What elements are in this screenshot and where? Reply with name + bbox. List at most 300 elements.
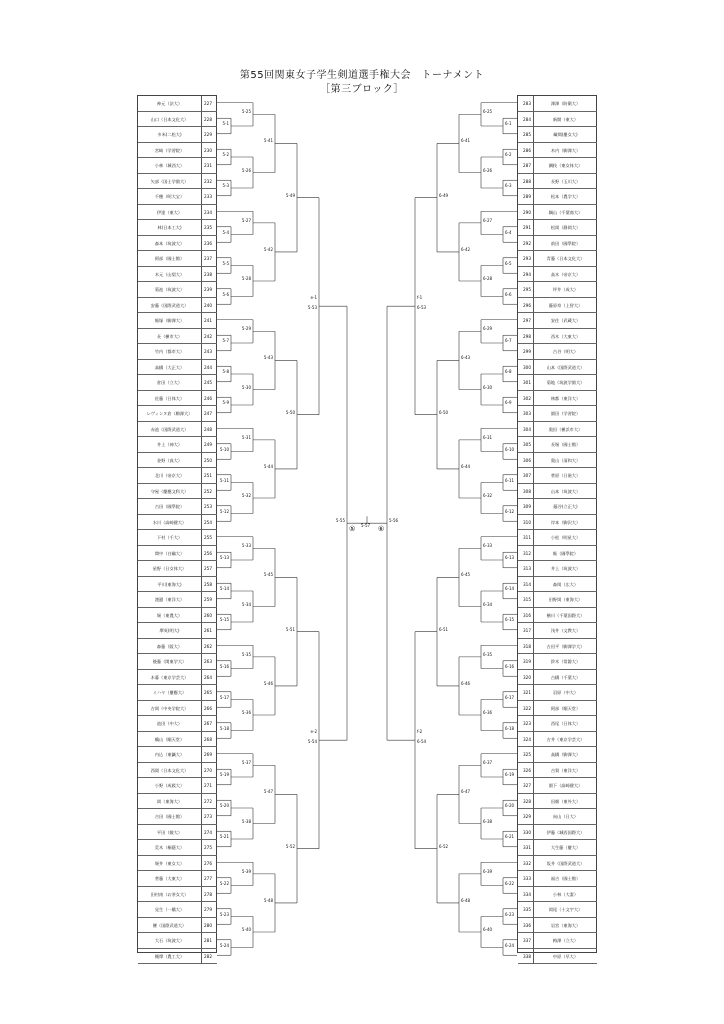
entry-name: 水川（高崎健大） [138,515,201,531]
match-label: 5-34 [241,601,251,607]
match-label: 5-16 [219,663,229,669]
entry-name: 林都（東洋大） [534,391,597,407]
block-circle-number: ⑥ [378,525,385,534]
entry-name: 安住（武蔵大） [534,313,597,329]
entry-name: 大生藤（慶大） [534,840,597,856]
match-label: 5-56 [389,518,399,524]
match-label: 6-40 [483,927,493,932]
match-label: 6-3 [505,183,512,188]
entry-name: 菅原（日歯大） [534,468,597,484]
entry-name: 岩宮（東海大） [534,918,597,934]
match-label: 5-32 [241,493,251,498]
entry-number: 286 [518,143,534,159]
match-label: 6-16 [505,663,515,669]
match-label: 5-18 [219,725,229,731]
match-label: 5-45 [263,572,273,578]
match-label: 6-26 [483,167,493,173]
entry-name: 奥山（清和大） [534,453,597,469]
match-label: 5-26 [241,167,251,173]
entry-number: 247 [201,406,217,422]
entry-name: 森本（筑波大） [138,236,201,252]
match-label: 5-47 [263,789,273,795]
match-label: 5-50 [285,409,295,415]
entry-number: 288 [518,174,534,190]
entry-number: 278 [201,887,217,903]
entry-number: 304 [518,422,534,438]
match-label: 6-28 [483,276,493,281]
match-label: 6-50 [439,409,449,415]
entry-name: 守屋（慶應文科大） [138,484,201,500]
entry-number: 307 [518,468,534,484]
match-label: 5-3 [222,183,229,188]
match-label: 5-7 [222,338,229,343]
match-label: 5-5 [222,260,229,266]
entry-name: 向山（日大） [534,809,597,825]
match-label: 5-53 [307,305,317,311]
entry-number: 252 [201,484,217,500]
entry-number: 246 [201,391,217,407]
entry-number: 303 [518,406,534,422]
entry-number: 297 [518,313,534,329]
entry-name: 腰（国際武道大） [138,918,201,934]
entry-number: 275 [201,840,217,856]
match-label: 6-30 [483,384,493,390]
entry-name: 羽原（中大） [534,685,597,701]
entry-number: 251 [201,468,217,484]
match-label: 6-11 [505,477,515,483]
entry-number: 227 [201,96,217,112]
entry-name: 荒木（桐蔭大） [138,840,201,856]
match-label: 6-29 [483,326,493,332]
match-label: 5-20 [219,803,229,808]
entry-number: 269 [201,747,217,763]
entry-number: 274 [201,825,217,841]
entry-number: 316 [518,608,534,624]
match-label: f-1 [417,295,423,301]
entry-number: 229 [201,127,217,143]
entry-name: 高橋（大正大） [138,360,201,376]
match-label: 6-25 [483,109,493,115]
entry-name: 金野（真大） [138,453,201,469]
match-label: 6-54 [417,739,427,745]
match-label: 6-48 [461,897,471,903]
entry-number: 245 [201,375,217,391]
entry-name: 後藤（関東学大） [138,654,201,670]
entry-number: 258 [201,577,217,593]
match-label: 6-15 [505,617,515,622]
entry-number: 265 [201,685,217,701]
entry-name: 古谷（明大） [534,344,597,360]
match-label: 6-21 [505,834,515,839]
entry-name: 長（横市大） [138,329,201,345]
entry-number: 268 [201,732,217,748]
match-label: 6-8 [505,369,512,374]
entry-name: 伊達（東大） [138,205,201,221]
entry-number: 276 [201,856,217,872]
entry-name: 赤池（国際武道大） [138,422,201,438]
entry-number: 320 [518,670,534,686]
entry-number: 311 [518,530,534,546]
entry-name: 坪井（成大） [534,282,597,298]
entry-name: 佐藤（日体大） [138,391,201,407]
entry-number: 296 [518,298,534,314]
entry-number: 260 [201,608,217,624]
entry-name: 田村南（お茶女大） [138,887,201,903]
entry-number: 230 [201,143,217,159]
match-label: 6-51 [439,626,449,632]
entry-number: 322 [518,701,534,717]
entry-name: 長堀（國士館） [534,437,597,453]
match-label: 5-44 [263,463,273,469]
entry-name: 古橋（千葉大） [534,670,597,686]
entry-number: 242 [201,329,217,345]
entry-number: 298 [518,329,534,345]
entry-number: 325 [518,747,534,763]
match-label: 6-38 [483,818,493,824]
entry-number: 270 [201,763,217,779]
entry-name: 西木（大東大） [534,329,597,345]
entry-number: 334 [518,887,534,903]
entry-name: 吉田（國士館） [138,809,201,825]
page-title: 第55回関東女子学生剣道選手権大会 トーナメント [239,70,485,81]
entry-name: 松岡（静岡大） [534,220,597,236]
entry-name: 内込（東鍼大） [138,747,201,763]
entry-number: 237 [201,251,217,267]
match-label: 6-4 [505,229,512,235]
match-label: 5-6 [222,291,229,297]
entry-name: 平川(東海大) [138,577,201,593]
match-label: 5-42 [263,246,273,252]
entry-name: 鈴木（常磐大） [534,654,597,670]
match-label: 5-36 [241,710,251,715]
entry-number: 324 [518,732,534,748]
entry-name: 鶴山（順天堂） [138,732,201,748]
entry-number: 284 [518,112,534,128]
entry-name: 森藤（阪大） [138,639,201,655]
entry-name: 隅山（千葉商大） [534,205,597,221]
match-label: 5-23 [219,911,229,917]
match-label: 5-40 [241,927,251,932]
entry-number: 300 [518,360,534,376]
entry-name: 高橋（駒澤大） [534,747,597,763]
match-label: 5-1 [222,121,229,126]
entry-number: 263 [201,654,217,670]
entry-name: 摩英(明大) [138,623,201,639]
entry-name: 山本（国際武道大） [534,360,597,376]
match-label: 5-21 [219,834,229,839]
match-label: 6-53 [417,305,427,311]
entry-name: 田畑（東外大） [534,794,597,810]
entry-name: 吉井（東京学芸大） [534,732,597,748]
match-label: 5-35 [241,651,251,657]
entry-name: 小野（成蹊大） [138,778,201,794]
entry-name: 山口（日本文化大） [138,112,201,128]
entry-number: 232 [201,174,217,190]
block-subtitle: ［第三ブロック］ [320,84,404,95]
match-label: 6-2 [505,152,512,157]
match-label: 5-10 [219,446,229,452]
entry-number: 315 [518,592,534,608]
entry-number: 262 [201,639,217,655]
entry-number: 317 [518,623,534,639]
entry-name: 横川（千葉国際大） [534,608,597,624]
match-label: 6-1 [505,121,512,126]
entry-name: 星野（日女体大） [138,561,201,577]
entry-name: 平田（駿大） [138,825,201,841]
entry-name: 宮崎（学習院） [138,143,201,159]
match-label: 6-5 [505,260,512,266]
entry-number: 254 [201,515,217,531]
entry-name: 古田（國學院） [138,499,201,515]
entry-name: ミハヤ（慶應大） [138,685,201,701]
entry-number: 310 [518,515,534,531]
match-label: 5-41 [263,138,273,144]
match-label: 6-33 [483,543,493,549]
entry-name: 木元（山梨大） [138,267,201,283]
entry-number: 301 [518,375,534,391]
block-circle-number: ⑤ [349,525,356,534]
match-label: 5-22 [219,880,229,886]
entry-name: 阿部（國士館） [138,251,201,267]
entry-name: 松本（農学大） [534,189,597,205]
entry-name: 織間(慶女大) [534,127,597,143]
entry-name: 藤原寿（上智大） [534,298,597,314]
entry-number: 228 [201,112,217,128]
entry-number: 261 [201,623,217,639]
match-label: e-1 [310,295,317,301]
match-label: 5-55 [335,518,345,524]
entry-name: 園下（高崎健大） [534,778,597,794]
entry-number: 240 [201,298,217,314]
entry-name: 矢部（国士学園大） [138,174,201,190]
entry-number: 281 [201,933,217,949]
match-label: 6-9 [505,400,512,405]
entry-name: 西岡（日本文化大） [138,763,201,779]
match-label: 5-30 [241,384,251,390]
entry-name: 西尾（日体大） [534,716,597,732]
entry-number: 287 [518,158,534,174]
match-label: 6-44 [461,463,471,469]
entry-number: 329 [518,809,534,825]
match-label: 5-9 [222,400,229,405]
match-label: 5-39 [241,868,251,874]
match-label: 5-24 [219,942,229,948]
match-label: 5-28 [241,276,251,281]
entry-number: 302 [518,391,534,407]
entry-name: 吉岡（中央学院大） [138,701,201,717]
entry-name: 菅藤（大東大） [138,871,201,887]
entry-name: 鋼枝（東女体大） [534,158,597,174]
match-label: 6-45 [461,572,471,578]
match-label: 5-4 [222,229,229,235]
entry-name: 堀井（東女大） [138,856,201,872]
match-label: 6-31 [483,434,493,440]
entry-name: 浅井（文教大） [534,623,597,639]
match-label: 5-14 [219,586,229,591]
match-label: 5-49 [285,192,295,198]
match-label: 5-13 [219,555,229,560]
entry-name: 小林（城西大） [138,158,201,174]
entry-name: 飯（國學院） [534,546,597,562]
match-label: 5-43 [263,355,273,361]
match-label: 5-54 [307,739,317,745]
entry-number: 253 [201,499,217,515]
entry-name: 概摩（農工大） [138,949,201,965]
entry-number: 328 [518,794,534,810]
entry-number: 331 [518,840,534,856]
match-label: 6-22 [505,880,515,886]
entry-number: 236 [201,236,217,252]
entry-name: 園田（学習院） [534,406,597,422]
entry-name: 福吉（國士館） [534,871,597,887]
match-label: 6-18 [505,725,515,731]
entry-name: 菊地（筑波学園大） [534,375,597,391]
entry-name: 澤澤（防衛大） [534,96,597,112]
match-label: 6-39 [483,868,493,874]
entry-number: 255 [201,530,217,546]
entry-name: 木暮（東京学芸大） [138,670,201,686]
match-label: 6-23 [505,911,515,917]
match-label: 5-19 [219,772,229,777]
match-label: 6-20 [505,803,515,808]
final-match-label: 5-57 [361,523,371,529]
entry-number: 333 [518,871,534,887]
entry-number: 323 [518,716,534,732]
entry-number: 279 [201,902,217,918]
entry-number: 319 [518,654,534,670]
match-label: 6-24 [505,942,515,948]
entry-number: 318 [518,639,534,655]
match-label: 5-38 [241,818,251,824]
entry-number: 271 [201,778,217,794]
entry-number: 256 [201,546,217,562]
entry-number: 313 [518,561,534,577]
entry-number: 233 [201,189,217,205]
entry-number: 249 [201,437,217,453]
match-label: 6-49 [439,192,449,198]
match-label: 5-2 [222,152,229,157]
match-label: 6-46 [461,680,471,686]
match-label: 5-11 [219,477,229,483]
entry-number: 327 [518,778,534,794]
match-label: 6-35 [483,651,493,657]
entry-name: 飯塚（駒澤大） [138,313,201,329]
entry-name: 藤谷(立正大) [534,499,597,515]
entry-number: 277 [201,871,217,887]
entry-number: 330 [518,825,534,841]
entry-name: 山本（筑波大） [534,484,597,500]
entry-number: 292 [518,236,534,252]
entry-number: 336 [518,918,534,934]
match-label: 5-46 [263,680,273,686]
entry-name: レヴィンヌ倉（駒澤大） [138,406,201,422]
match-label: e-2 [310,729,317,735]
entry-number: 338 [518,949,534,965]
entry-number: 259 [201,592,217,608]
entry-number: 264 [201,670,217,686]
entry-name: 井上（神大） [138,437,201,453]
entry-name: 前田（國學院） [534,236,597,252]
match-label: 5-37 [241,760,251,766]
entry-name: 千穂（明大宝） [138,189,201,205]
entry-number: 335 [518,902,534,918]
entry-number: 243 [201,344,217,360]
entry-name: 奥田（横浜市大） [534,422,597,438]
entry-number: 234 [201,205,217,221]
entry-name: 岸本（駒沢大） [534,515,597,531]
entry-name: 竹内（都市大） [138,344,201,360]
entry-name: 新開（東大） [534,112,597,128]
match-label: 5-52 [285,843,295,849]
entry-number: 290 [518,205,534,221]
entry-name: 中原（早大） [534,949,597,965]
entry-name: 小林（大妻） [534,887,597,903]
entry-number: 267 [201,716,217,732]
entry-name: 倉田（立大） [138,375,201,391]
match-label: 6-12 [505,508,515,514]
match-label: 5-51 [285,626,295,632]
match-label: 5-31 [241,434,251,440]
entry-name: 池田（中大） [138,716,201,732]
entry-name: 木内（駒澤大） [534,143,597,159]
match-label: 6-52 [439,843,449,849]
entry-number: 289 [518,189,534,205]
match-label: 6-37 [483,760,493,766]
entry-name: 長野（玉川大） [534,174,597,190]
entry-name: 田野岡（東海大） [534,592,597,608]
entry-name: 堀（東農大） [138,608,201,624]
match-label: 6-14 [505,586,515,591]
match-label: 6-42 [461,246,471,252]
match-label: 6-47 [461,789,471,795]
match-label: 5-25 [241,109,251,115]
entry-number: 306 [518,453,534,469]
match-label: 6-13 [505,555,515,560]
match-label: 5-17 [219,694,229,700]
entry-name: 青藤（日本文化大） [534,251,597,267]
entry-name: 岡（東海大） [138,794,201,810]
match-label: 6-27 [483,217,493,223]
entry-number: 248 [201,422,217,438]
entry-number: 337 [518,933,534,949]
match-label: 5-12 [219,508,229,514]
entry-number: 283 [518,96,534,112]
match-label: 6-19 [505,772,515,777]
entry-name: 伊藤（城西国際大） [534,825,597,841]
entry-number: 294 [518,267,534,283]
entry-number: 309 [518,499,534,515]
entry-name: 多米(二松大) [138,127,201,143]
entry-number: 235 [201,220,217,236]
entry-name: 下村（千大） [138,530,201,546]
entry-name: 梅澤（立大） [534,933,597,949]
match-label: 6-6 [505,291,512,297]
entry-name: 森岡（広大） [534,577,597,593]
match-label: 5-29 [241,326,251,332]
match-label: f-2 [417,729,423,735]
match-label: 6-34 [483,601,493,607]
entry-name: 渡邉（東洋大） [138,592,201,608]
match-label: 5-27 [241,217,251,223]
entry-number: 280 [201,918,217,934]
match-label: 5-48 [263,897,273,903]
entry-name: 小松（明星大） [534,530,597,546]
entry-name: 阿部（順天堂） [534,701,597,717]
entry-number: 299 [518,344,534,360]
entry-name: 坂井（国際武道大） [534,856,597,872]
entry-name: 北川（帝京大） [138,468,201,484]
entry-name: 古田平（駒澤学大） [534,639,597,655]
